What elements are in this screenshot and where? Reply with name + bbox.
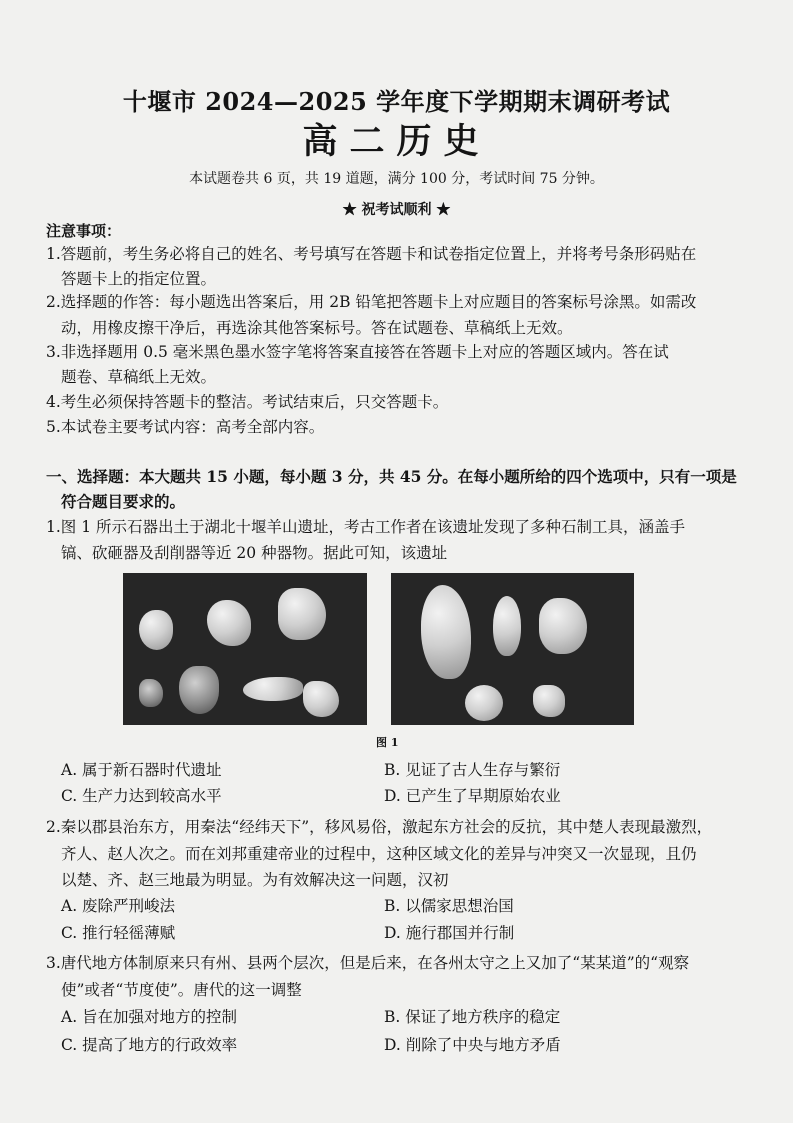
note-2-line-1: 2.选择题的作答：每小题选出答案后，用 2B 铅笔把答题卡上对应题目的答案标号涂黑。如需改 xyxy=(46,293,697,311)
subject-title: 高二历史 xyxy=(302,121,491,162)
q3-stem-line-1: 3.唐代地方体制原来只有州、县两个层次，但是后来，在各州太守之上又加了“某某道”的“观察 xyxy=(46,954,690,972)
note-3-line-2: 题卷、草稿纸上无效。 xyxy=(61,368,217,386)
note-1-line-1: 1.答题前，考生务必将自己的姓名、考号填写在答题卡和试卷指定位置上，并将考号条形码贴在 xyxy=(46,245,697,263)
q1-option-c: C. 生产力达到较高水平 xyxy=(61,787,222,805)
note-3-line-1: 3.非选择题用 0.5 毫米黑色墨水签字笔将答案直接答在答题卡上对应的答题区域内。答在试 xyxy=(46,343,669,361)
stone-tools-photo-left xyxy=(123,573,367,725)
stone-tool xyxy=(139,610,173,650)
q3-option-b: B. 保证了地方秩序的稳定 xyxy=(384,1008,561,1026)
q1-option-d: D. 已产生了早期原始农业 xyxy=(384,787,561,805)
q1-stem-line-1: 1.图 1 所示石器出土于湖北十堰羊山遗址，考古工作者在该遗址发现了多种石制工具，涵盖手 xyxy=(46,518,686,536)
stone-tools-photo-right xyxy=(391,573,634,725)
q2-stem-line-3: 以楚、齐、赵三地最为明显。为有效解决这一问题，汉初 xyxy=(61,871,449,889)
q1-stem-line-2: 镐、砍砸器及刮削器等近 20 种器物。据此可知，该遗址 xyxy=(61,544,448,562)
stone-tool xyxy=(465,685,503,721)
section-1-line-2: 符合题目要求的。 xyxy=(61,492,186,511)
stone-tool xyxy=(533,685,565,717)
q2-option-c: C. 推行轻徭薄赋 xyxy=(61,924,176,942)
q1-option-a: A. 属于新石器时代遗址 xyxy=(61,761,222,779)
q2-option-b: B. 以儒家思想治国 xyxy=(384,897,514,915)
section-1-line-1: 一、选择题：本大题共 15 小题，每小题 3 分，共 45 分。在每小题所给的四个选项中，只有一项是 xyxy=(46,467,737,486)
note-4: 4.考生必须保持答题卡的整洁。考试结束后，只交答题卡。 xyxy=(46,393,449,411)
stone-tool xyxy=(243,677,303,701)
q2-option-a: A. 废除严刑峻法 xyxy=(61,897,176,915)
q2-option-d: D. 施行郡国并行制 xyxy=(384,924,515,942)
q3-option-a: A. 旨在加强对地方的控制 xyxy=(61,1008,238,1026)
q2-stem-line-2: 齐人、赵人次之。而在刘邦重建帝业的过程中，这种区域文化的差异与冲突又一次显现，且仍 xyxy=(61,845,697,863)
q2-stem-line-1: 2.秦以郡县治东方，用秦法“经纬天下”，移风易俗，激起东方社会的反抗，其中楚人表现最激烈， xyxy=(46,818,713,836)
note-2-line-2: 动，用橡皮擦干净后，再选涂其他答案标号。答在试题卷、草稿纸上无效。 xyxy=(61,319,573,337)
stone-tool xyxy=(539,598,587,654)
exam-info: 本试题卷共 6 页，共 19 道题，满分 100 分，考试时间 75 分钟。 xyxy=(189,171,604,187)
stone-tool xyxy=(207,600,251,646)
note-1-line-2: 答题卡上的指定位置。 xyxy=(61,270,217,288)
exam-title: 十堰市 2024—2025 学年度下学期期末调研考试 xyxy=(122,87,671,116)
stone-tool xyxy=(303,681,339,717)
q3-option-d: D. 削除了中央与地方矛盾 xyxy=(384,1036,561,1054)
notes-heading: 注意事项： xyxy=(46,222,122,240)
note-5: 5.本试卷主要考试内容：高考全部内容。 xyxy=(46,418,325,436)
stone-tool xyxy=(278,588,326,640)
q1-option-b: B. 见证了古人生存与繁衍 xyxy=(384,761,561,779)
good-luck-banner: ★ 祝考试顺利 ★ xyxy=(342,202,451,218)
stone-tool xyxy=(493,596,521,656)
q3-option-c: C. 提高了地方的行政效率 xyxy=(61,1036,238,1054)
stone-tool xyxy=(139,679,163,707)
figure-caption: 图 1 xyxy=(376,736,399,749)
stone-tool xyxy=(421,585,471,679)
stone-tool xyxy=(179,666,219,714)
q3-stem-line-2: 使”或者“节度使”。唐代的这一调整 xyxy=(61,981,302,999)
